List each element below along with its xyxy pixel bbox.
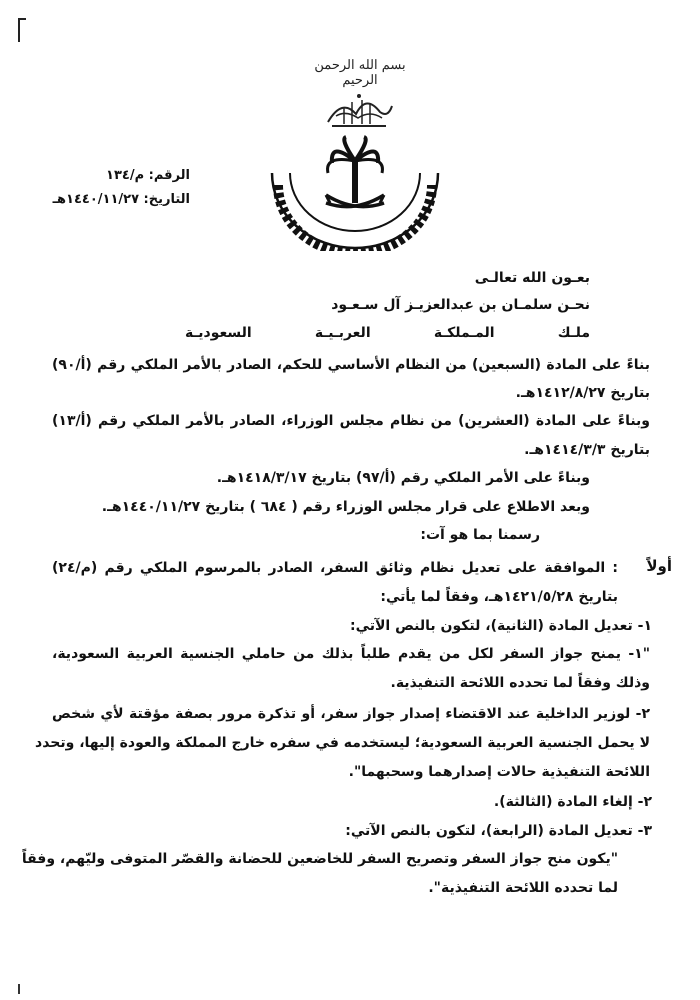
- item-line-7: ٢- إلغاء المادة (الثالثة).: [493, 794, 652, 810]
- corner-mark: [18, 18, 26, 42]
- preamble-line-5: وبناءً على الأمر الملكي رقم (أ/٩٧) بتاريخ ١٤١٨/٣/١٧هـ.: [216, 470, 590, 486]
- item-line-4: ٢- لوزير الداخلية عند الاقتضاء إصدار جواز سفر، أو تذكرة مرور بصفة مؤقتة لأي شخص: [52, 706, 650, 722]
- reference-date: التاريخ: ١٤٤٠/١١/٢٧هـ: [52, 192, 190, 207]
- item-line-9: "يكون منح جواز السفر وتصريح السفر للخاضعين للحضانة والقصّر المتوفى وليّهم، وفقاً: [21, 851, 618, 867]
- opening-phrase: بعـون الله تعالـى: [474, 270, 590, 286]
- first-line-2: بتاريخ ١٤٢١/٥/٢٨هـ، وفقاً لما يأتي:: [380, 589, 618, 605]
- item-line-5: لا يحمل الجنسية العربية السعودية؛ ليستخدمه في سفره خارج المملكة والعودة إليها، وتحدد: [35, 735, 650, 751]
- item-line-10: لما تحدده اللائحة التنفيذية".: [428, 880, 618, 896]
- item-line-6: اللائحة التنفيذية حالات إصدارهما وسحبهما".: [348, 764, 650, 780]
- basmala: بسم الله الرحمن الرحيم: [314, 58, 406, 88]
- item-line-3: وذلك وفقاً لما تحدده اللائحة التنفيذية.: [390, 675, 650, 691]
- item-line-8: ٣- تعديل المادة (الرابعة)، لتكون بالنص الآتي:: [345, 823, 652, 839]
- shahada-calligraphy-icon: [322, 88, 396, 132]
- preamble-line-3: وبناءً على المادة (العشرين) من نظام مجلس الوزراء، الصادر بالأمر الملكي رقم (أ/١٣): [52, 413, 650, 429]
- king-name: نحـن سلمـان بن عبدالعزيـز آل سـعـود: [331, 297, 590, 313]
- bottom-mark: [18, 984, 20, 994]
- saudi-emblem-icon: [260, 133, 450, 251]
- preamble-line-2: بتاريخ ١٤١٢/٨/٢٧هـ.: [515, 385, 650, 401]
- preamble-line-6: وبعد الاطلاع على قرار مجلس الوزراء رقم ( ٦٨٤ ) بتاريخ ١٤٤٠/١١/٢٧هـ.: [101, 499, 590, 515]
- preamble-line-4: بتاريخ ١٤١٤/٣/٣هـ.: [524, 442, 650, 458]
- item-line-2: "١- يمنح جواز السفر لكل من يقدم طلباً بذلك من حاملي الجنسية العربية السعودية،: [52, 646, 650, 662]
- first-marker: أولاً: [646, 557, 672, 575]
- preamble-line-7: رسمنا بما هو آت:: [420, 527, 540, 543]
- preamble-line-1: بناءً على المادة (السبعين) من النظام الأساسي للحكم، الصادر بالأمر الملكي رقم (أ/٩٠): [52, 357, 650, 373]
- item-line-1: ١- تعديل المادة (الثانية)، لتكون بالنص الآتي:: [349, 618, 652, 634]
- reference-number: الرقم: م/١٣٤: [106, 168, 190, 183]
- king-title: ملـك المـملكـة العربـيـة السعوديـة: [185, 325, 590, 341]
- first-line-1: : الموافقة على تعديل نظام وثائق السفر، الصادر بالمرسوم الملكي رقم (م/٢٤): [52, 560, 618, 576]
